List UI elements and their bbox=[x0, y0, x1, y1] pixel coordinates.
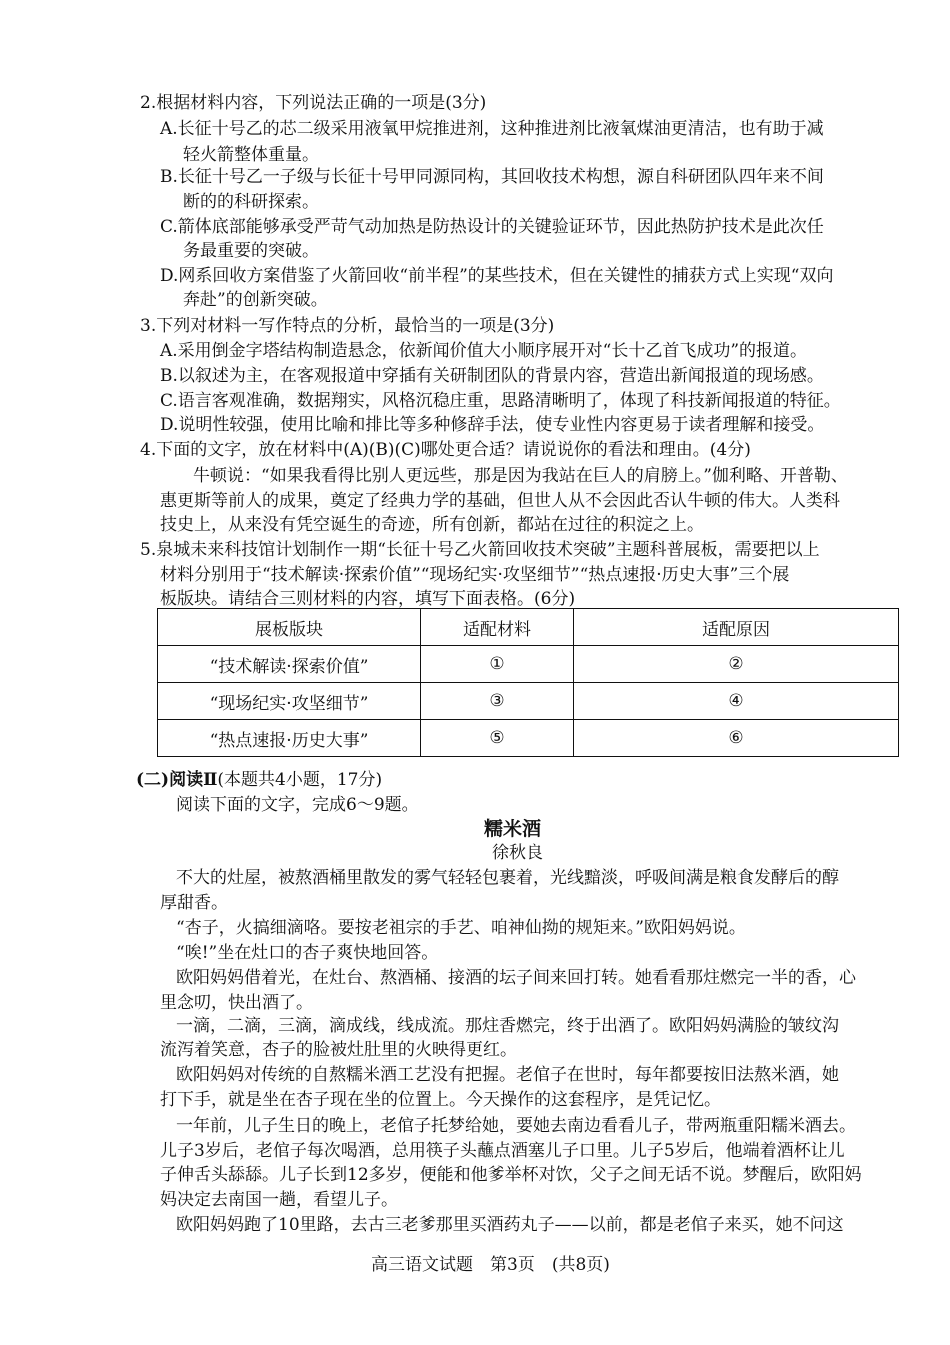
text-line: 欧阳妈妈借着光，在灶台、熬酒桶、接酒的坛子间来回打转。她看看那炷燃完一半的香，心 bbox=[176, 968, 856, 988]
text-line: 断的的科研探索。 bbox=[183, 192, 319, 212]
text-line: 里念叨，快出酒了。 bbox=[160, 993, 313, 1013]
text-line: 一年前，儿子生日的晚上，老倌子托梦给她，要她去南边看看儿子，带两瓶重阳糯米酒去。 bbox=[176, 1116, 856, 1136]
text-line: 欧阳妈妈对传统的自熬糯米酒工艺没有把握。老倌子在世时，每年都要按旧法熬米酒，她 bbox=[176, 1065, 839, 1085]
text-line: 儿子3岁后，老倌子每次喝酒，总用筷子头蘸点酒塞儿子口里。儿子5岁后，他端着酒杯让儿 bbox=[160, 1141, 845, 1161]
text-line: D.说明性较强，使用比喻和排比等多种修辞手法，使专业性内容更易于读者理解和接受。 bbox=[160, 415, 825, 435]
table-cell: “现场纪实·攻坚细节” bbox=[158, 683, 421, 720]
table-header-cell: 适配材料 bbox=[421, 609, 574, 646]
text-line: B.长征十号乙一子级与长征十号甲同源同构，其回收技术构想，源自科研团队四年来不间 bbox=[160, 167, 824, 187]
section-heading-note: (本题共4小题，17分) bbox=[217, 770, 383, 790]
display-board-table bbox=[157, 608, 899, 757]
text-line: 奔赴”的创新突破。 bbox=[183, 290, 328, 310]
text-line: 板版块。请结合三则材料的内容，填写下面表格。(6分) bbox=[160, 589, 576, 609]
table-row bbox=[158, 646, 899, 683]
story-title: 糯米酒 bbox=[484, 818, 542, 840]
table-header-row bbox=[158, 609, 899, 646]
section-heading bbox=[136, 765, 382, 790]
text-line: 厚甜香。 bbox=[160, 893, 228, 913]
table-row bbox=[158, 720, 899, 757]
table-cell: ⑥ bbox=[574, 720, 899, 757]
text-line: 技史上，从来没有凭空诞生的奇迹，所有创新，都站在过往的积淀之上。 bbox=[160, 515, 704, 535]
table-cell: ③ bbox=[421, 683, 574, 720]
table-cell: ② bbox=[574, 646, 899, 683]
table-cell: “技术解读·探索价值” bbox=[158, 646, 421, 683]
text-line: A.采用倒金字塔结构制造悬念，依新闻价值大小顺序展开对“长十乙首飞成功”的报道。 bbox=[160, 341, 808, 361]
text-line: “唉!”坐在灶口的杏子爽快地回答。 bbox=[176, 943, 439, 963]
text-line: 打下手，就是坐在杏子现在坐的位置上。今天操作的这套程序，是凭记忆。 bbox=[160, 1090, 721, 1110]
text-line: “杏子，火搞细滴咯。要按老祖宗的手艺、咱神仙拗的规矩来。”欧阳妈妈说。 bbox=[176, 918, 746, 938]
table-cell: “热点速报·历史大事” bbox=[158, 720, 421, 757]
table-cell: ④ bbox=[574, 683, 899, 720]
table-header-cell: 展板版块 bbox=[158, 609, 421, 646]
text-line: D.网系回收方案借鉴了火箭回收“前半程”的某些技术，但在关键性的捕获方式上实现“双向 bbox=[160, 266, 834, 286]
page-footer: 高三语文试题 第3页 (共8页) bbox=[371, 1255, 610, 1275]
text-line: 轻火箭整体重量。 bbox=[183, 145, 319, 165]
table-cell: ① bbox=[421, 646, 574, 683]
text-line: A.长征十号乙的芯二级采用液氧甲烷推进剂，这种推进剂比液氧煤油更清洁，也有助于减 bbox=[160, 119, 824, 139]
story-author: 徐秋良 bbox=[492, 843, 543, 863]
text-line: 5.泉城未来科技馆计划制作一期“长征十号乙火箭回收技术突破”主题科普展板，需要把以上 bbox=[140, 540, 820, 560]
text-line: 务最重要的突破。 bbox=[183, 241, 319, 261]
text-line: 欧阳妈妈跑了10里路，去古三老爹那里买酒药丸子——以前，都是老倌子来买，她不问这 bbox=[176, 1215, 844, 1235]
section-heading-label: (二)阅读Ⅱ bbox=[136, 770, 218, 790]
table-cell: ⑤ bbox=[421, 720, 574, 757]
text-line: 牛顿说：“如果我看得比别人更远些，那是因为我站在巨人的肩膀上。”伽利略、开普勒、 bbox=[193, 466, 848, 486]
text-line: 3.下列对材料一写作特点的分析，最恰当的一项是(3分) bbox=[140, 316, 555, 336]
text-line: 惠更斯等前人的成果，奠定了经典力学的基础，但世人从不会因此否认牛顿的伟大。人类科 bbox=[160, 491, 840, 511]
text-line: 4.下面的文字，放在材料中(A)(B)(C)哪处更合适？请说说你的看法和理由。(4分) bbox=[140, 440, 751, 460]
text-line: 不大的灶屋，被熬酒桶里散发的雾气轻轻包裹着，光线黯淡，呼吸间满是粮食发酵后的醇 bbox=[176, 868, 839, 888]
text-line: B.以叙述为主，在客观报道中穿插有关研制团队的背景内容，营造出新闻报道的现场感。 bbox=[160, 366, 824, 386]
text-line: 子伸舌头舔舔。儿子长到12多岁，便能和他爹举杯对饮，父子之间无话不说。梦醒后，欧阳妈 bbox=[160, 1165, 862, 1185]
text-line: 流泻着笑意，杏子的脸被灶肚里的火映得更红。 bbox=[160, 1040, 517, 1060]
text-line: 2.根据材料内容，下列说法正确的一项是(3分) bbox=[140, 93, 487, 113]
text-line: C.语言客观准确，数据翔实，风格沉稳庄重，思路清晰明了，体现了科技新闻报道的特征。 bbox=[160, 391, 841, 411]
text-line: C.箭体底部能够承受严苛气动加热是防热设计的关键验证环节，因此热防护技术是此次任 bbox=[160, 217, 824, 237]
text-line: 阅读下面的文字，完成6～9题。 bbox=[176, 795, 419, 815]
text-line: 材料分别用于“技术解读·探索价值”“现场纪实·攻坚细节”“热点速报·历史大事”三个展 bbox=[160, 565, 790, 585]
table-row bbox=[158, 683, 899, 720]
table-header-cell: 适配原因 bbox=[574, 609, 899, 646]
text-line: 一滴，二滴，三滴，滴成线，线成流。那炷香燃完，终于出酒了。欧阳妈妈满脸的皱纹沟 bbox=[176, 1016, 839, 1036]
text-line: 妈决定去南国一趟，看望儿子。 bbox=[160, 1190, 398, 1210]
